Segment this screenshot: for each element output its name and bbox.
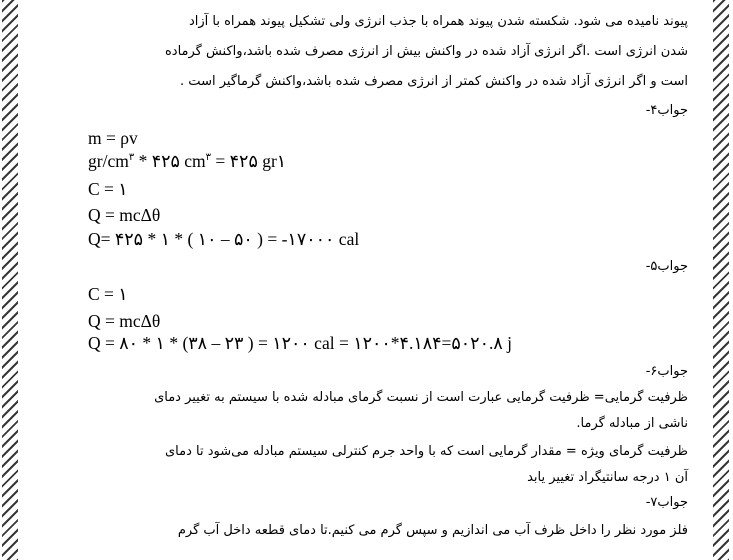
superscript: ۳ [128, 152, 135, 164]
answer7-heading: جواب۷- [645, 495, 688, 510]
equation-part: = ۴۲۵ gr۱ [211, 151, 287, 171]
answer4-heading: جواب۴- [645, 103, 688, 118]
superscript: ۳ [205, 152, 212, 164]
paragraph-line: است و اگر انرژی آزاد شده در واکنش کمتر از انرژی مصرف شده باشد،واکنش گرماگیر است . [180, 74, 688, 89]
document-page [30, 0, 710, 560]
equation-part: * ۴۲۵ cm [134, 151, 206, 171]
equation: Q = mcΔθ [88, 311, 161, 331]
equation: Q = ۸۰ * ۱ * (۳۸ – ۲۳ ) = ۱۲۰۰ cal = ۱۲۰۰*۴.۱۸۴=۵۰۲۰.۸ j [88, 333, 512, 353]
equation: C = ۱ [88, 179, 128, 199]
equation: Q= ۴۲۵ * ۱ * ( ۱۰ – ۵۰ ) = -۱۷۰۰۰ cal [88, 229, 360, 249]
paragraph-line: فلز مورد نظر را داخل ظرف آب می اندازیم و سپس گرم می کنیم.تا دمای قطعه داخل آب گرم [177, 523, 688, 538]
paragraph-line: پیوند نامیده می شود. شکسته شدن پیوند همراه با جذب انرژی ولی تشکیل پیوند همراه با آزاد [188, 14, 688, 29]
equation [88, 151, 286, 171]
decorative-border-left [2, 0, 18, 560]
decorative-border-right [713, 0, 729, 560]
answer5-heading: جواب۵- [645, 259, 688, 274]
equation: Q = mcΔθ [88, 205, 161, 225]
definition-line: ظرفیت گرمایی= ظرفیت گرمایی عبارت است از نسبت گرمای مبادله شده با سیستم به تغییر دمای [154, 390, 688, 405]
paragraph-line: شدن انرژی است .اگر انرژی آزاد شده در واکنش بیش از انرژی مصرف شده باشد،واکنش گرماده [164, 44, 688, 59]
answer6-heading: جواب۶- [645, 364, 688, 379]
definition-line: آن ۱ درجه سانتیگراد تغییر یابد [527, 470, 688, 485]
definition-line: ظرفیت گرمای ویژه = مقدار گرمایی است که با واحد جرم کنترلی سیستم مبادله می‌شود تا دمای [164, 444, 688, 459]
equation: m = ρv [88, 128, 138, 148]
definition-line: ناشی از مبادله گرما. [576, 416, 688, 431]
equation-part: gr/cm [88, 151, 129, 171]
equation: C = ۱ [88, 284, 128, 304]
